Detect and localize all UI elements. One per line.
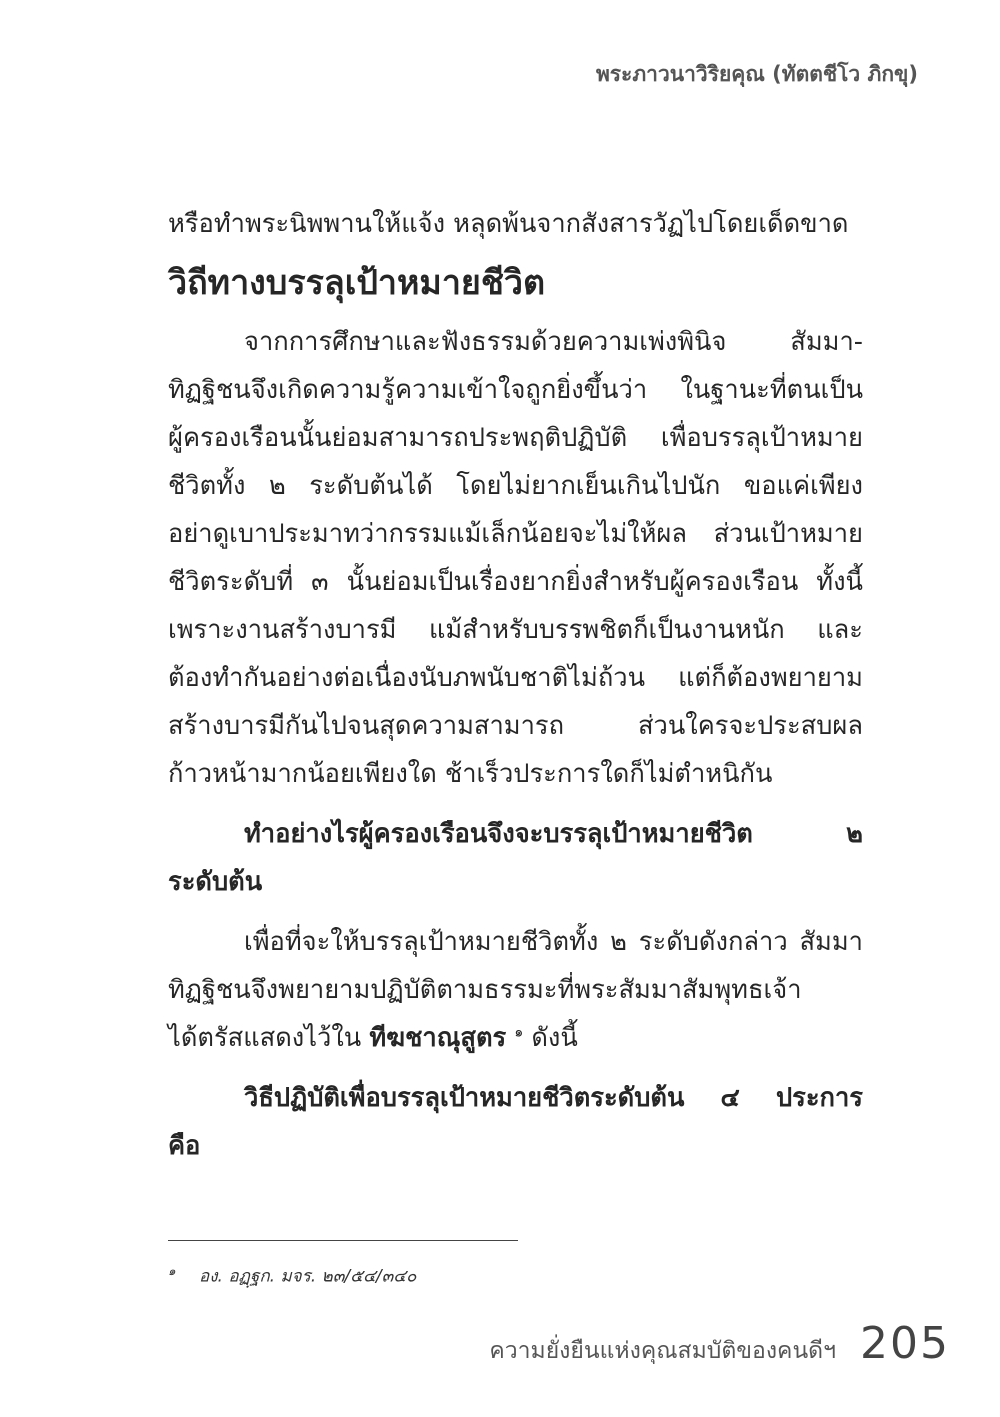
- intro-line: หรือทำพระนิพพานให้แจ้ง หลุดพ้นจากสังสารวัฏไปโดยเด็ดขาด: [168, 209, 849, 239]
- subheading-1: [168, 810, 863, 906]
- paragraph-line: ทิฏฐิชนจึงพยายามปฏิบัติตามธรรมะที่พระสัมมาสัมพุทธเจ้า: [168, 975, 802, 1005]
- footnote-mark: ๑: [168, 1264, 176, 1278]
- page-footer: [489, 1318, 950, 1369]
- paragraph-line: ทิฏฐิชนจึงเกิดความรู้ความเข้าใจถูกยิ่งขึ้นว่า ในฐานะที่ตนเป็น: [168, 375, 863, 405]
- paragraph-line: อย่าดูเบาประมาทว่ากรรมแม้เล็กน้อยจะไม่ให้ผล ส่วนเป้าหมาย: [168, 519, 863, 549]
- footnote-text: อง. อฏฺฐก. มจร. ๒๓/๕๔/๓๔๐: [199, 1266, 417, 1287]
- paragraph-line: [168, 1014, 863, 1062]
- paragraph-line: ชีวิตทั้ง ๒ ระดับต้นได้ โดยไม่ยากเย็นเกินไปนัก ขอแค่เพียง: [168, 471, 863, 501]
- paragraph-line: เพราะงานสร้างบารมี แม้สำหรับบรรพชิตก็เป็นงานหนัก และ: [168, 615, 863, 645]
- paragraph-2: [168, 918, 863, 1062]
- subheading-line: ระดับต้น: [168, 867, 263, 897]
- subheading-2: [168, 1074, 863, 1170]
- paragraph-line: สร้างบารมีกันไปจนสุดความสามารถ ส่วนใครจะประสบผล: [168, 711, 863, 741]
- footnote-reference[interactable]: ๑: [514, 1024, 524, 1041]
- paragraph-1: [168, 318, 863, 798]
- page-number: 205: [860, 1318, 950, 1369]
- citation-suffix: ดังนี้: [531, 1023, 578, 1053]
- subheading-line: วิธีปฏิบัติเพื่อบรรลุเป้าหมายชีวิตระดับต้น ๔ ประการ: [244, 1083, 863, 1113]
- paragraph-line: ชีวิตระดับที่ ๓ นั้นย่อมเป็นเรื่องยากยิ่งสำหรับผู้ครองเรือน ทั้งนี้: [168, 567, 863, 597]
- page-body: [168, 200, 863, 1170]
- paragraph-line: จากการศึกษาและฟังธรรมด้วยความเพ่งพินิจ สัมมา-: [244, 327, 863, 357]
- paragraph-line: ต้องทำกันอย่างต่อเนื่องนับภพนับชาติไม่ถ้วน แต่ก็ต้องพยายาม: [168, 663, 863, 693]
- citation-prefix: ได้ตรัสแสดงไว้ใน: [168, 1023, 362, 1053]
- sutta-name: ทีฆชาณุสูตร: [369, 1023, 507, 1053]
- paragraph-line: ก้าวหน้ามากน้อยเพียงใด ช้าเร็วประการใดก็ไม่ตำหนิกัน: [168, 759, 773, 789]
- paragraph-line: ผู้ครองเรือนนั้นย่อมสามารถประพฤติปฏิบัติ เพื่อบรรลุเป้าหมาย: [168, 423, 863, 453]
- running-header: พระภาวนาวิริยคุณ (ทัตตชีโว ภิกขุ): [595, 62, 918, 86]
- footnote-divider: [168, 1240, 518, 1241]
- subheading-line: ทำอย่างไรผู้ครองเรือนจึงจะบรรลุเป้าหมายชีวิต ๒: [244, 819, 863, 849]
- subheading-line: คือ: [168, 1131, 201, 1161]
- footnote: [168, 1262, 416, 1290]
- paragraph-line: เพื่อที่จะให้บรรลุเป้าหมายชีวิตทั้ง ๒ ระดับดังกล่าว สัมมา: [244, 927, 863, 957]
- section-heading: วิถีทางบรรลุเป้าหมายชีวิต: [168, 263, 546, 303]
- book-title: ความยั่งยืนแห่งคุณสมบัติของคนดีฯ: [489, 1338, 837, 1364]
